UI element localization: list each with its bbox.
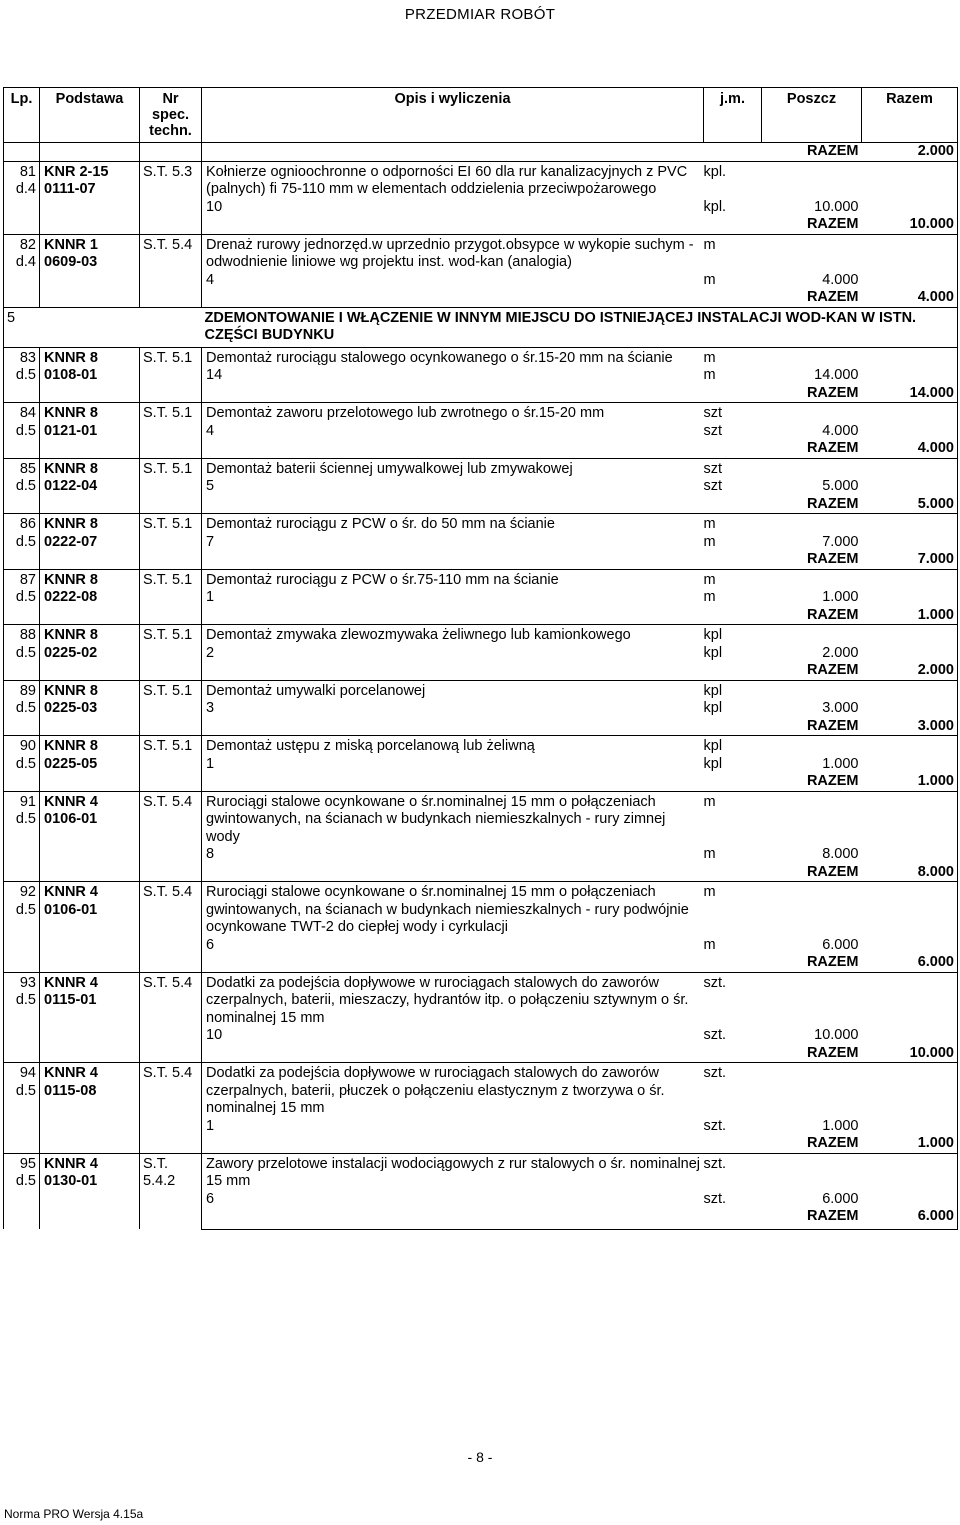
description: Demontaż rurociągu stalowego ocynkowanego o śr.15-20 mm na ścianie xyxy=(202,347,704,367)
calc-expression: 10 xyxy=(206,198,223,215)
blank-cell xyxy=(704,385,762,403)
table-row xyxy=(4,569,958,589)
description: Rurociągi stalowe ocynkowane o śr.nominalnej 15 mm o połączeniach gwintowanych, na ścianach w budynkach niemieszkalnych - rury zimnej wody xyxy=(202,791,704,846)
razem-value: 14.000 xyxy=(862,385,958,403)
calc-expression: 4 xyxy=(206,271,215,288)
sum-cell xyxy=(862,625,958,645)
position-chapter: d.4 xyxy=(15,181,36,197)
razem-label: RAZEM xyxy=(806,1044,859,1061)
qty-cell xyxy=(762,514,862,534)
razem-label: RAZEM xyxy=(806,662,859,678)
position-cell xyxy=(4,972,40,1063)
calc-unit: szt xyxy=(703,422,723,439)
table-row xyxy=(4,791,958,846)
razem-value: 5.000 xyxy=(862,496,958,514)
blank-cell xyxy=(202,216,704,234)
table-row xyxy=(4,403,958,423)
header-base: Podstawa xyxy=(40,88,140,143)
sum-cell xyxy=(862,1191,958,1209)
base-code: KNNR 4 0106-01 xyxy=(40,791,140,882)
qty-cell xyxy=(762,680,862,700)
position-cell xyxy=(4,1063,40,1154)
table-row xyxy=(4,458,958,478)
sum-cell xyxy=(862,700,958,718)
position-cell xyxy=(4,403,40,459)
position-chapter: d.5 xyxy=(15,1173,36,1189)
blank-cell xyxy=(202,607,704,625)
blank-cell xyxy=(704,662,762,680)
base-code: KNNR 8 0225-03 xyxy=(40,680,140,736)
razem-value: 6.000 xyxy=(862,954,958,972)
position-number: 93 xyxy=(19,974,36,991)
base-code: KNNR 8 0222-07 xyxy=(40,514,140,570)
blank-cell xyxy=(202,864,704,882)
spec-number: S.T. 5.1 xyxy=(140,680,202,736)
sum-cell xyxy=(862,680,958,700)
calc-value: 2.000 xyxy=(822,644,859,661)
sum-cell xyxy=(862,645,958,663)
sum-cell xyxy=(862,1063,958,1118)
description: Demontaż rurociągu z PCW o śr.75-110 mm na ścianie xyxy=(202,569,704,589)
sum-cell xyxy=(862,478,958,496)
calc-unit: szt. xyxy=(703,1117,727,1134)
table-body-b xyxy=(4,347,958,1229)
description: Demontaż zmywaka zlewozmywaka żeliwnego lub kamionkowego xyxy=(202,625,704,645)
calc-expression: 2 xyxy=(206,644,215,661)
blank-cell xyxy=(704,216,762,234)
razem-value: 3.000 xyxy=(862,718,958,736)
razem-label: RAZEM xyxy=(806,717,859,734)
calc-unit: kpl xyxy=(703,755,723,772)
page-number: - 8 - xyxy=(467,1449,493,1465)
calc-value: 1.000 xyxy=(822,755,859,772)
table-row xyxy=(4,347,958,367)
table-body-a xyxy=(4,143,958,308)
razem-label: RAZEM xyxy=(762,1208,862,1229)
calc-unit: szt xyxy=(703,478,723,494)
sum-cell xyxy=(862,347,958,367)
razem-label: RAZEM xyxy=(806,216,859,232)
base-code: KNNR 8 0121-01 xyxy=(40,403,140,459)
table-header-row xyxy=(4,88,958,143)
qty-cell xyxy=(762,403,862,423)
spec-number: S.T. 5.4 xyxy=(140,791,202,882)
base-code: KNR 2-15 0111-07 xyxy=(40,161,140,234)
position-chapter: d.5 xyxy=(15,478,36,494)
spec-number: S.T. 5.1 xyxy=(140,458,202,514)
calc-unit: szt. xyxy=(703,1190,727,1207)
position-cell xyxy=(4,347,40,403)
spec-number: S.T. 5.1 xyxy=(140,569,202,625)
sum-cell xyxy=(862,756,958,774)
position-chapter: d.5 xyxy=(15,992,36,1008)
position-number: 85 xyxy=(19,460,36,477)
unit: szt. xyxy=(704,1063,762,1118)
calc-unit: kpl xyxy=(703,700,723,716)
table-row xyxy=(4,625,958,645)
header-sum: Razem xyxy=(862,88,958,143)
table-row xyxy=(4,736,958,756)
base-code: KNNR 8 0225-05 xyxy=(40,736,140,792)
position-number: 95 xyxy=(19,1155,36,1172)
position-number: 84 xyxy=(19,405,36,421)
header-spec: Nr spec. techn. xyxy=(140,88,202,143)
spec-number: S.T. 5.4 xyxy=(140,972,202,1063)
description: Demontaż zaworu przelotowego lub zwrotnego o śr.15-20 mm xyxy=(202,403,704,423)
table-row xyxy=(4,1063,958,1118)
position-number: 94 xyxy=(19,1065,36,1081)
blank-cell xyxy=(202,289,704,307)
calc-value: 10.000 xyxy=(814,1027,859,1043)
blank-cell xyxy=(704,289,762,307)
calc-value: 6.000 xyxy=(822,936,859,953)
sum-cell xyxy=(862,791,958,846)
unit: m xyxy=(704,514,762,534)
unit: m xyxy=(704,791,762,846)
position-number: 87 xyxy=(19,571,36,588)
unit: kpl xyxy=(704,736,762,756)
spec-number: S.T. 5.3 xyxy=(140,161,202,234)
sum-cell xyxy=(862,514,958,534)
calc-expression: 1 xyxy=(206,1117,215,1134)
unit: szt xyxy=(704,403,762,423)
description: Demontaż rurociągu z PCW o śr. do 50 mm na ścianie xyxy=(202,514,704,534)
razem-label: RAZEM xyxy=(806,551,859,567)
sum-cell xyxy=(862,367,958,385)
position-number: 89 xyxy=(19,682,36,699)
blank-cell xyxy=(704,440,762,458)
razem-label: RAZEM xyxy=(806,773,859,789)
blank-cell xyxy=(704,864,762,882)
base-code: KNNR 4 0106-01 xyxy=(40,882,140,973)
calc-expression: 10 xyxy=(206,1027,223,1043)
sum-cell xyxy=(862,458,958,478)
unit: m xyxy=(704,569,762,589)
header-desc: Opis i wyliczenia xyxy=(202,88,704,143)
table-row xyxy=(4,972,958,1027)
qty-cell xyxy=(762,625,862,645)
base-code: KNNR 4 0115-01 xyxy=(40,972,140,1063)
position-cell xyxy=(4,234,40,307)
qty-cell xyxy=(762,791,862,846)
position-number: 86 xyxy=(19,516,36,532)
razem-value: 4.000 xyxy=(862,440,958,458)
position-number: 81 xyxy=(19,163,36,180)
razem-row xyxy=(4,143,958,162)
description: Zawory przelotowe instalacji wodociągowych z rur stalowych o śr. nominalnej 15 mm xyxy=(202,1153,704,1191)
blank-cell xyxy=(202,551,704,569)
base-code: KNNR 8 0122-04 xyxy=(40,458,140,514)
calc-expression: 6 xyxy=(206,936,215,953)
blank-cell xyxy=(704,954,762,972)
calc-unit: m xyxy=(703,589,716,605)
calc-unit: m xyxy=(703,936,716,953)
calc-expression: 14 xyxy=(206,367,223,383)
table-row xyxy=(4,1153,958,1191)
blank-cell xyxy=(704,773,762,791)
spec-number: S.T. 5.1 xyxy=(140,514,202,570)
razem-value: 2.000 xyxy=(862,662,958,680)
sum-cell xyxy=(862,403,958,423)
position-cell xyxy=(4,882,40,973)
qty-cell xyxy=(762,736,862,756)
qty-cell xyxy=(762,161,862,199)
razem-label: RAZEM xyxy=(806,863,859,880)
sum-cell xyxy=(862,534,958,552)
sum-cell xyxy=(862,937,958,955)
position-chapter: d.5 xyxy=(15,811,36,827)
footer-software: Norma PRO Wersja 4.15a xyxy=(4,1507,144,1521)
calc-expression: 6 xyxy=(206,1190,215,1207)
position-number: 82 xyxy=(19,236,36,253)
section-row xyxy=(4,307,958,347)
calc-expression: 3 xyxy=(206,700,215,716)
description: Rurociągi stalowe ocynkowane o śr.nominalnej 15 mm o połączeniach gwintowanych, na ścianach w budynkach niemieszkalnych - rury podwójnie ocynkowane TWT-2 do ciepłej wody i cyrkulacji xyxy=(202,882,704,937)
cost-estimate-table xyxy=(3,87,958,1230)
blank-cell xyxy=(704,551,762,569)
position-chapter: d.5 xyxy=(15,700,36,716)
razem-label: RAZEM xyxy=(806,1135,859,1151)
position-number: 91 xyxy=(19,793,36,810)
sum-cell xyxy=(862,1118,958,1136)
position-chapter: d.5 xyxy=(15,589,36,605)
sum-cell xyxy=(862,589,958,607)
razem-label: RAZEM xyxy=(806,954,859,970)
table-row xyxy=(4,882,958,937)
calc-expression: 8 xyxy=(206,846,215,862)
spec-number: S.T. 5.1 xyxy=(140,625,202,681)
description: Demontaż ustępu z miską porcelanową lub żeliwną xyxy=(202,736,704,756)
position-chapter: d.5 xyxy=(15,1082,36,1099)
unit: m xyxy=(704,347,762,367)
calc-value: 4.000 xyxy=(822,422,859,439)
calc-value: 5.000 xyxy=(822,478,859,494)
sum-cell xyxy=(862,846,958,864)
razem-value: 7.000 xyxy=(862,551,958,569)
base-code: KNNR 4 0115-08 xyxy=(40,1063,140,1154)
spec-number: S.T. 5.1 xyxy=(140,736,202,792)
calc-expression: 5 xyxy=(206,478,215,494)
table-row xyxy=(4,680,958,700)
position-cell xyxy=(4,625,40,681)
blank-cell xyxy=(202,718,704,736)
blank-cell xyxy=(202,496,704,514)
page-title: PRZEDMIAR ROBÓT xyxy=(404,6,556,23)
spec-number: S.T. 5.4 xyxy=(140,882,202,973)
calc-value: 10.000 xyxy=(814,198,859,215)
position-cell xyxy=(4,569,40,625)
blank-cell xyxy=(704,1045,762,1063)
calc-value: 4.000 xyxy=(822,271,859,288)
qty-cell xyxy=(762,569,862,589)
sum-cell xyxy=(862,272,958,290)
calc-unit: kpl xyxy=(703,644,723,661)
blank-cell xyxy=(202,1045,704,1063)
qty-cell xyxy=(762,347,862,367)
header-lp: Lp. xyxy=(4,88,40,143)
unit: kpl xyxy=(704,680,762,700)
razem-value: 8.000 xyxy=(862,864,958,882)
calc-expression: 7 xyxy=(206,533,215,550)
description: Demontaż umywalki porcelanowej xyxy=(202,680,704,700)
unit: m xyxy=(704,234,762,272)
header-qty: Poszcz xyxy=(762,88,862,143)
qty-cell xyxy=(762,1153,862,1191)
razem-label: RAZEM xyxy=(806,606,859,623)
spec-number: S.T. 5.4 xyxy=(140,234,202,307)
position-number: 83 xyxy=(19,349,36,366)
razem-value: 2.000 xyxy=(862,143,958,162)
calc-expression: 1 xyxy=(206,589,215,605)
position-cell xyxy=(4,458,40,514)
sum-cell xyxy=(862,199,958,217)
position-cell xyxy=(4,514,40,570)
unit: szt xyxy=(704,458,762,478)
position-cell xyxy=(4,736,40,792)
blank-cell xyxy=(202,662,704,680)
position-cell xyxy=(4,791,40,882)
razem-label: RAZEM xyxy=(806,384,859,401)
blank-cell xyxy=(704,718,762,736)
calc-expression: 1 xyxy=(206,755,215,772)
sum-cell xyxy=(862,972,958,1027)
calc-unit: m xyxy=(703,271,716,288)
base-code: KNNR 8 0108-01 xyxy=(40,347,140,403)
section-number: 5 xyxy=(4,307,40,347)
sum-cell xyxy=(862,234,958,272)
base-code: KNNR 1 0609-03 xyxy=(40,234,140,307)
spec-number: S.T. 5.4 xyxy=(140,1063,202,1154)
razem-value: 4.000 xyxy=(862,289,958,307)
section-title: ZDEMONTOWANIE I WŁĄCZENIE W INNYM MIEJSCU DO ISTNIEJĄCEJ INSTALACJI WOD-KAN W ISTN. CZĘŚCI BUDYNKU xyxy=(202,307,958,347)
description: Kołnierze ognioochronne o odporności EI 60 dla rur kanalizacyjnych z PVC (palnych) fi 75-110 mm w elementach oddzielenia przeciwpożarowego xyxy=(202,161,704,199)
position-cell xyxy=(4,1153,40,1229)
position-number: 88 xyxy=(19,627,36,643)
blank-cell xyxy=(202,954,704,972)
description: Dodatki za podejścia dopływowe w rurociągach stalowych do zaworów czerpalnych, baterii, płuczek o połączeniu elastycznym z tworzywa o śr. nominalnej 15 mm xyxy=(202,1063,704,1118)
calc-unit: m xyxy=(703,367,716,383)
spec-number: S.T. 5.1 xyxy=(140,347,202,403)
position-cell xyxy=(4,680,40,736)
unit: szt. xyxy=(704,972,762,1027)
razem-label: RAZEM xyxy=(806,440,859,456)
sum-cell xyxy=(862,736,958,756)
sum-cell xyxy=(862,1153,958,1191)
calc-value: 6.000 xyxy=(822,1190,859,1207)
position-chapter: d.5 xyxy=(15,901,36,918)
razem-value: 6.000 xyxy=(862,1208,958,1229)
position-chapter: d.4 xyxy=(15,254,36,270)
sum-cell xyxy=(862,161,958,199)
calc-value: 14.000 xyxy=(814,367,859,383)
razem-value: 1.000 xyxy=(862,773,958,791)
blank-cell xyxy=(202,1135,704,1153)
table-row xyxy=(4,514,958,534)
position-chapter: d.5 xyxy=(15,367,36,383)
unit: szt. xyxy=(704,1153,762,1191)
section-body xyxy=(4,307,958,347)
position-cell xyxy=(4,161,40,234)
calc-unit: kpl. xyxy=(703,198,727,215)
razem-label: RAZEM xyxy=(806,289,859,305)
calc-expression: 4 xyxy=(206,422,215,439)
position-chapter: d.5 xyxy=(15,644,36,661)
calc-unit: szt. xyxy=(703,1027,727,1043)
blank-cell xyxy=(202,440,704,458)
calc-value: 3.000 xyxy=(822,700,859,716)
base-code: KNNR 8 0222-08 xyxy=(40,569,140,625)
calc-value: 7.000 xyxy=(822,533,859,550)
blank-cell xyxy=(202,1208,704,1229)
blank-cell xyxy=(202,385,704,403)
calc-value: 1.000 xyxy=(822,1117,859,1134)
unit: kpl. xyxy=(704,161,762,199)
sum-cell xyxy=(862,1027,958,1045)
blank-cell xyxy=(704,1135,762,1153)
razem-label: RAZEM xyxy=(806,143,859,159)
description: Drenaż rurowy jednorzęd.w uprzednio przygot.obsypce w wykopie suchym - odwodnienie liniowe wg projektu inst. wod-kan (analogia) xyxy=(202,234,704,272)
qty-cell xyxy=(762,458,862,478)
base-code: KNNR 4 0130-01 xyxy=(40,1153,140,1229)
calc-unit: m xyxy=(703,533,716,550)
blank-cell xyxy=(704,1208,762,1229)
razem-label: RAZEM xyxy=(806,495,859,512)
position-chapter: d.5 xyxy=(15,533,36,550)
razem-value: 10.000 xyxy=(862,1045,958,1063)
table-row xyxy=(4,234,958,272)
qty-cell xyxy=(762,882,862,937)
sum-cell xyxy=(862,882,958,937)
unit: kpl xyxy=(704,625,762,645)
unit: m xyxy=(704,882,762,937)
description: Demontaż baterii ściennej umywalkowej lub zmywakowej xyxy=(202,458,704,478)
spec-number: S.T. 5.1 xyxy=(140,403,202,459)
sum-cell xyxy=(862,569,958,589)
description: Dodatki za podejścia dopływowe w rurociągach stalowych do zaworów czerpalnych, baterii, mieszaczy, hydrantów itp. o połączeniu sztywnym o śr. nominalnej 15 mm xyxy=(202,972,704,1027)
razem-value: 1.000 xyxy=(862,1135,958,1153)
position-chapter: d.5 xyxy=(15,422,36,439)
position-chapter: d.5 xyxy=(15,755,36,772)
qty-cell xyxy=(762,972,862,1027)
blank-cell xyxy=(704,496,762,514)
blank-cell xyxy=(704,607,762,625)
calc-value: 8.000 xyxy=(822,846,859,862)
qty-cell xyxy=(762,1063,862,1118)
base-code: KNNR 8 0225-02 xyxy=(40,625,140,681)
razem-value: 1.000 xyxy=(862,607,958,625)
spec-number: S.T. 5.4.2 xyxy=(140,1153,202,1229)
blank-cell xyxy=(202,773,704,791)
qty-cell xyxy=(762,234,862,272)
position-number: 90 xyxy=(19,738,36,754)
position-number: 92 xyxy=(19,884,36,900)
header-jm: j.m. xyxy=(704,88,762,143)
calc-unit: m xyxy=(703,846,716,862)
calc-value: 1.000 xyxy=(822,589,859,605)
sum-cell xyxy=(862,423,958,441)
razem-value: 10.000 xyxy=(862,216,958,234)
table-row xyxy=(4,161,958,199)
